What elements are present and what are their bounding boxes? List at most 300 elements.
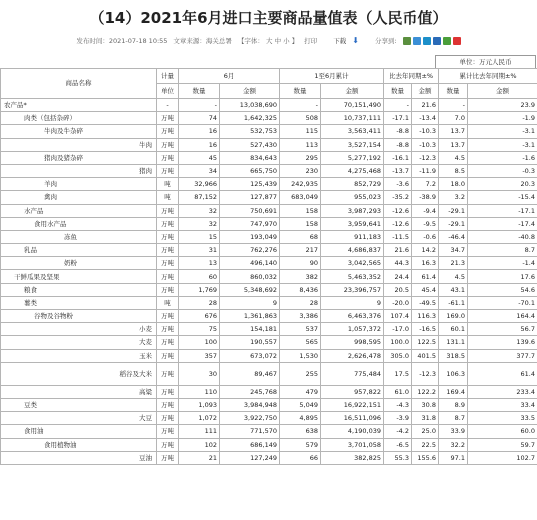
cell-unit: 万吨 xyxy=(157,283,179,296)
cell-a: 1,642,325 xyxy=(220,112,280,125)
cell-cq: 68 xyxy=(280,230,321,243)
cell-cq: 382 xyxy=(280,270,321,283)
table-row xyxy=(1,191,537,204)
cell-a: 527,430 xyxy=(220,138,280,151)
cell-ya: -49.5 xyxy=(412,296,439,309)
cell-ca: 2,626,478 xyxy=(321,349,384,362)
cell-cq: 242,935 xyxy=(280,178,321,191)
cell-q: 60 xyxy=(179,270,220,283)
row-name: 豆类 xyxy=(1,398,157,411)
row-name: 干鲜瓜果及坚果 xyxy=(1,270,157,283)
cell-cya: 233.4 xyxy=(468,385,537,398)
cell-cyq: 4.5 xyxy=(439,151,468,164)
cell-a: 13,038,690 xyxy=(220,99,280,112)
cell-q: 1,093 xyxy=(179,398,220,411)
cell-cyq: 169.0 xyxy=(439,310,468,323)
cell-a: 496,140 xyxy=(220,257,280,270)
cell-ca: 1,057,372 xyxy=(321,323,384,336)
cell-unit: 万吨 xyxy=(157,125,179,138)
table-row xyxy=(1,310,537,323)
cell-ya: -0.6 xyxy=(412,230,439,243)
table-row xyxy=(1,230,537,243)
table-row xyxy=(1,99,537,112)
cell-cyq: 13.7 xyxy=(439,125,468,138)
cell-ca: 852,729 xyxy=(321,178,384,191)
cell-a: 747,970 xyxy=(220,217,280,230)
article-source: 文章来源：海关总署 xyxy=(173,37,232,45)
cell-cya: 17.6 xyxy=(468,270,537,283)
cell-ya: 116.3 xyxy=(412,310,439,323)
cell-yq: -13.7 xyxy=(384,164,412,177)
cell-cya: -3.1 xyxy=(468,125,537,138)
row-name: 禽肉 xyxy=(1,191,157,204)
cell-cyq: 43.1 xyxy=(439,283,468,296)
row-name: 猪肉 xyxy=(1,164,157,177)
cell-a: 193,049 xyxy=(220,230,280,243)
cell-a: 127,877 xyxy=(220,191,280,204)
cell-q: 32 xyxy=(179,204,220,217)
cell-cq: 683,049 xyxy=(280,191,321,204)
font-large-link[interactable]: 大 xyxy=(266,37,273,45)
cell-yq: 100.0 xyxy=(384,336,412,349)
cell-a: 5,348,692 xyxy=(220,283,280,296)
row-name: 稻谷及大米 xyxy=(1,362,157,385)
cell-ca: 10,737,111 xyxy=(321,112,384,125)
cell-ya: -9.4 xyxy=(412,204,439,217)
col-yoy-ytd-header: 累计比去年同期±% xyxy=(439,69,537,84)
table-row xyxy=(1,257,537,270)
cell-cya: 60.0 xyxy=(468,425,537,438)
cell-a: 750,691 xyxy=(220,204,280,217)
cell-cyq: 18.0 xyxy=(439,178,468,191)
cell-ca: 16,922,151 xyxy=(321,398,384,411)
cell-yq: -16.1 xyxy=(384,151,412,164)
cell-unit: 万吨 xyxy=(157,244,179,257)
row-name: 食用水产品 xyxy=(1,217,157,230)
table-row xyxy=(1,164,537,177)
cell-cyq: 33.9 xyxy=(439,425,468,438)
cell-a: 245,768 xyxy=(220,385,280,398)
share-douban-icon[interactable] xyxy=(443,37,451,45)
cell-cq: 537 xyxy=(280,323,321,336)
cell-ya: 155.6 xyxy=(412,451,439,464)
cell-q: 111 xyxy=(179,425,220,438)
cell-cyq: -29.1 xyxy=(439,204,468,217)
cell-cq: 479 xyxy=(280,385,321,398)
cell-unit: 万吨 xyxy=(157,310,179,323)
cell-q: 74 xyxy=(179,112,220,125)
cell-ya: -11.9 xyxy=(412,164,439,177)
cell-a: 1,361,863 xyxy=(220,310,280,323)
cell-ya: 21.6 xyxy=(412,99,439,112)
cell-yq: 305.0 xyxy=(384,349,412,362)
cell-q: 75 xyxy=(179,323,220,336)
col-amt-header: 金额 xyxy=(321,84,384,99)
cell-cyq: 8.5 xyxy=(439,164,468,177)
row-name: 食用油 xyxy=(1,425,157,438)
cell-q: - xyxy=(179,99,220,112)
cell-ca: 955,023 xyxy=(321,191,384,204)
cell-yq: -6.5 xyxy=(384,438,412,451)
table-row xyxy=(1,385,537,398)
cell-cya: -17.4 xyxy=(468,217,537,230)
unit-note: 单位：万元人民币 xyxy=(435,55,536,68)
cell-cya: -0.3 xyxy=(468,164,537,177)
share-label: 分享到: xyxy=(374,37,397,45)
cell-ya: -10.3 xyxy=(412,138,439,151)
cell-ya: -12.3 xyxy=(412,362,439,385)
row-name: 冻鱼 xyxy=(1,230,157,243)
cell-q: 13 xyxy=(179,257,220,270)
cell-a: 89,467 xyxy=(220,362,280,385)
cell-cyq: 32.2 xyxy=(439,438,468,451)
row-name: 乳品 xyxy=(1,244,157,257)
cell-q: 32 xyxy=(179,217,220,230)
cell-ya: 61.4 xyxy=(412,270,439,283)
row-name: 农产品* xyxy=(1,99,157,112)
cell-a: 665,750 xyxy=(220,164,280,177)
cell-unit: 吨 xyxy=(157,178,179,191)
cell-ca: 5,277,192 xyxy=(321,151,384,164)
row-name: 玉米 xyxy=(1,349,157,362)
col-amt-header: 金额 xyxy=(468,84,537,99)
cell-q: 16 xyxy=(179,138,220,151)
cell-ca: 3,563,411 xyxy=(321,125,384,138)
table-row xyxy=(1,178,537,191)
cell-q: 45 xyxy=(179,151,220,164)
cell-yq: -4.3 xyxy=(384,398,412,411)
cell-cya: 56.7 xyxy=(468,323,537,336)
row-name: 牛肉及牛杂碎 xyxy=(1,125,157,138)
cell-a: 9 xyxy=(220,296,280,309)
cell-q: 30 xyxy=(179,362,220,385)
cell-unit: 万吨 xyxy=(157,257,179,270)
cell-ca: 998,595 xyxy=(321,336,384,349)
row-name: 食用植物油 xyxy=(1,438,157,451)
table-row xyxy=(1,217,537,230)
cell-cyq: 60.1 xyxy=(439,323,468,336)
cell-cq: 4,895 xyxy=(280,412,321,425)
cell-cyq: 3.2 xyxy=(439,191,468,204)
cell-cya: 377.7 xyxy=(468,349,537,362)
cell-cyq: 131.1 xyxy=(439,336,468,349)
table-row xyxy=(1,451,537,464)
cell-cyq: 106.3 xyxy=(439,362,468,385)
row-name: 羊肉 xyxy=(1,178,157,191)
cell-ya: 14.2 xyxy=(412,244,439,257)
cell-cyq: 4.5 xyxy=(439,270,468,283)
cell-ca: 4,686,837 xyxy=(321,244,384,257)
cell-a: 762,276 xyxy=(220,244,280,257)
cell-unit: 万吨 xyxy=(157,362,179,385)
cell-yq: -12.6 xyxy=(384,204,412,217)
cell-q: 357 xyxy=(179,349,220,362)
cell-a: 127,249 xyxy=(220,451,280,464)
cell-q: 15 xyxy=(179,230,220,243)
cell-unit: 万吨 xyxy=(157,349,179,362)
cell-q: 676 xyxy=(179,310,220,323)
cell-cyq: 21.3 xyxy=(439,257,468,270)
cell-cya: -17.1 xyxy=(468,204,537,217)
publish-time: 发布时间：2021-07-18 10:55 xyxy=(76,37,168,45)
cell-cya: 8.7 xyxy=(468,244,537,257)
cell-ca: 3,527,154 xyxy=(321,138,384,151)
cell-yq: 55.3 xyxy=(384,451,412,464)
col-yoy-june-header: 比去年同期±% xyxy=(384,69,439,84)
cell-yq: -35.2 xyxy=(384,191,412,204)
cell-cya: -1.9 xyxy=(468,112,537,125)
font-size-control: 【字体： 大 中 小 】 xyxy=(237,37,299,45)
print-link[interactable]: 打印 xyxy=(304,37,318,45)
cell-cya: 164.4 xyxy=(468,310,537,323)
cell-ca: 382,825 xyxy=(321,451,384,464)
cell-q: 21 xyxy=(179,451,220,464)
cell-ya: -13.4 xyxy=(412,112,439,125)
table-row xyxy=(1,125,537,138)
cell-cq: 638 xyxy=(280,425,321,438)
cell-q: 31 xyxy=(179,244,220,257)
cell-cya: -1.6 xyxy=(468,151,537,164)
cell-cq: 90 xyxy=(280,257,321,270)
share-weibo-icon[interactable] xyxy=(423,37,431,45)
table-row xyxy=(1,204,537,217)
cell-q: 102 xyxy=(179,438,220,451)
cell-a: 3,922,750 xyxy=(220,412,280,425)
font-small-link[interactable]: 小 xyxy=(283,37,290,45)
cell-cq: 579 xyxy=(280,438,321,451)
cell-cyq: 318.5 xyxy=(439,349,468,362)
cell-a: 125,439 xyxy=(220,178,280,191)
row-name: 水产品 xyxy=(1,204,157,217)
cell-cya: -3.1 xyxy=(468,138,537,151)
cell-ca: 3,042,565 xyxy=(321,257,384,270)
table-row xyxy=(1,398,537,411)
cell-cq: 158 xyxy=(280,217,321,230)
cell-yq: 44.3 xyxy=(384,257,412,270)
cell-unit: 万吨 xyxy=(157,398,179,411)
cell-cya: -40.8 xyxy=(468,230,537,243)
cell-ca: 4,190,039 xyxy=(321,425,384,438)
cell-yq: -3.6 xyxy=(384,178,412,191)
row-name: 牛肉 xyxy=(1,138,157,151)
table-body xyxy=(1,99,537,465)
row-name: 猪肉及猪杂碎 xyxy=(1,151,157,164)
row-name: 大豆 xyxy=(1,412,157,425)
cell-yq: - xyxy=(384,99,412,112)
cell-ya: 122.2 xyxy=(412,385,439,398)
cell-unit: 万吨 xyxy=(157,270,179,283)
share-qzone-icon[interactable] xyxy=(413,37,421,45)
cell-cyq: 8.7 xyxy=(439,412,468,425)
cell-yq: 17.5 xyxy=(384,362,412,385)
font-medium-link[interactable]: 中 xyxy=(274,37,282,45)
cell-unit: 万吨 xyxy=(157,323,179,336)
cell-ca: 5,463,352 xyxy=(321,270,384,283)
cell-cq: 3,386 xyxy=(280,310,321,323)
cell-q: 16 xyxy=(179,125,220,138)
cell-cq: 158 xyxy=(280,204,321,217)
row-name: 粮食 xyxy=(1,283,157,296)
cell-cyq: -46.4 xyxy=(439,230,468,243)
cell-cq: 508 xyxy=(280,112,321,125)
cell-cq: 113 xyxy=(280,138,321,151)
share-renren-icon[interactable] xyxy=(433,37,441,45)
cell-cq: 5,049 xyxy=(280,398,321,411)
cell-unit: 吨 xyxy=(157,296,179,309)
share-more-icon[interactable] xyxy=(453,37,461,45)
cell-cyq: -29.1 xyxy=(439,217,468,230)
col-unit-header-top: 计量 xyxy=(157,69,179,84)
cell-ya: 16.3 xyxy=(412,257,439,270)
table-row xyxy=(1,151,537,164)
cell-cq: 66 xyxy=(280,451,321,464)
cell-unit: - xyxy=(157,99,179,112)
row-name: 谷物及谷物粉 xyxy=(1,310,157,323)
cell-yq: -4.2 xyxy=(384,425,412,438)
cell-a: 3,984,948 xyxy=(220,398,280,411)
cell-unit: 万吨 xyxy=(157,385,179,398)
cell-ya: -9.5 xyxy=(412,217,439,230)
row-name: 奶粉 xyxy=(1,257,157,270)
cell-yq: -17.1 xyxy=(384,112,412,125)
cell-unit: 万吨 xyxy=(157,451,179,464)
cell-cq: - xyxy=(280,99,321,112)
cell-q: 100 xyxy=(179,336,220,349)
cell-ya: 45.4 xyxy=(412,283,439,296)
table-header xyxy=(1,69,537,99)
cell-cq: 217 xyxy=(280,244,321,257)
cell-yq: 20.5 xyxy=(384,283,412,296)
cell-cq: 28 xyxy=(280,296,321,309)
cell-cyq: 8.9 xyxy=(439,398,468,411)
cell-a: 154,181 xyxy=(220,323,280,336)
cell-cya: 23.9 xyxy=(468,99,537,112)
cell-cq: 565 xyxy=(280,336,321,349)
cell-unit: 万吨 xyxy=(157,151,179,164)
cell-yq: -17.0 xyxy=(384,323,412,336)
table-row xyxy=(1,283,537,296)
cell-cya: 54.6 xyxy=(468,283,537,296)
cell-unit: 万吨 xyxy=(157,217,179,230)
row-name: 高粱 xyxy=(1,385,157,398)
cell-ca: 911,183 xyxy=(321,230,384,243)
col-name-header: 商品名称 xyxy=(1,69,157,99)
col-amt-header: 金额 xyxy=(412,84,439,99)
table-row xyxy=(1,270,537,283)
cell-q: 1,072 xyxy=(179,412,220,425)
cell-unit: 万吨 xyxy=(157,438,179,451)
table-row xyxy=(1,244,537,257)
cell-ca: 775,484 xyxy=(321,362,384,385)
cell-ca: 23,396,757 xyxy=(321,283,384,296)
row-name: 薯类 xyxy=(1,296,157,309)
cell-unit: 万吨 xyxy=(157,425,179,438)
cell-ya: 122.5 xyxy=(412,336,439,349)
cell-yq: -11.5 xyxy=(384,230,412,243)
share-icons xyxy=(403,37,461,45)
cell-a: 532,753 xyxy=(220,125,280,138)
cell-ca: 9 xyxy=(321,296,384,309)
download-icon[interactable]: ⬇ xyxy=(352,36,359,45)
cell-ca: 6,463,376 xyxy=(321,310,384,323)
cell-cya: 33.4 xyxy=(468,398,537,411)
cell-unit: 万吨 xyxy=(157,230,179,243)
cell-yq: 107.4 xyxy=(384,310,412,323)
cell-q: 32,966 xyxy=(179,178,220,191)
share-wechat-icon[interactable] xyxy=(403,37,411,45)
table-row xyxy=(1,323,537,336)
cell-cya: 102.7 xyxy=(468,451,537,464)
cell-yq: 61.0 xyxy=(384,385,412,398)
cell-unit: 万吨 xyxy=(157,412,179,425)
cell-cq: 8,436 xyxy=(280,283,321,296)
cell-yq: -12.6 xyxy=(384,217,412,230)
cell-q: 28 xyxy=(179,296,220,309)
cell-yq: -20.0 xyxy=(384,296,412,309)
cell-cya: 33.5 xyxy=(468,412,537,425)
cell-cq: 1,530 xyxy=(280,349,321,362)
col-qty-header: 数量 xyxy=(384,84,412,99)
cell-yq: -8.8 xyxy=(384,125,412,138)
cell-ya: -12.3 xyxy=(412,151,439,164)
col-june-header: 6月 xyxy=(179,69,280,84)
cell-cyq: 34.7 xyxy=(439,244,468,257)
download-link[interactable]: 下载 xyxy=(333,37,347,45)
cell-cq: 115 xyxy=(280,125,321,138)
cell-ya: 22.5 xyxy=(412,438,439,451)
cell-ya: -10.3 xyxy=(412,125,439,138)
cell-q: 1,769 xyxy=(179,283,220,296)
cell-unit: 万吨 xyxy=(157,336,179,349)
cell-yq: -3.9 xyxy=(384,412,412,425)
cell-ya: -38.9 xyxy=(412,191,439,204)
table-row xyxy=(1,336,537,349)
cell-ca: 4,275,468 xyxy=(321,164,384,177)
cell-q: 110 xyxy=(179,385,220,398)
cell-q: 34 xyxy=(179,164,220,177)
col-unit-header-bottom: 单位 xyxy=(157,84,179,99)
cell-ca: 70,151,490 xyxy=(321,99,384,112)
cell-a: 686,149 xyxy=(220,438,280,451)
cell-a: 190,557 xyxy=(220,336,280,349)
col-ytd-header: 1至6月累计 xyxy=(280,69,384,84)
cell-a: 771,570 xyxy=(220,425,280,438)
import-table xyxy=(0,68,537,465)
row-name: 小麦 xyxy=(1,323,157,336)
cell-cyq: 169.4 xyxy=(439,385,468,398)
cell-yq: 24.4 xyxy=(384,270,412,283)
cell-ca: 957,822 xyxy=(321,385,384,398)
cell-cq: 255 xyxy=(280,362,321,385)
cell-a: 860,032 xyxy=(220,270,280,283)
cell-ca: 3,987,293 xyxy=(321,204,384,217)
cell-cya: 61.4 xyxy=(468,362,537,385)
table-row xyxy=(1,362,537,385)
cell-a: 834,643 xyxy=(220,151,280,164)
cell-ca: 3,959,641 xyxy=(321,217,384,230)
row-name: 豆油 xyxy=(1,451,157,464)
cell-cya: 139.6 xyxy=(468,336,537,349)
cell-a: 673,072 xyxy=(220,349,280,362)
cell-ya: 7.2 xyxy=(412,178,439,191)
cell-cq: 230 xyxy=(280,164,321,177)
table-row xyxy=(1,349,537,362)
table-row xyxy=(1,112,537,125)
cell-ca: 3,701,058 xyxy=(321,438,384,451)
cell-cya: 59.7 xyxy=(468,438,537,451)
table-row xyxy=(1,412,537,425)
col-qty-header: 数量 xyxy=(439,84,468,99)
